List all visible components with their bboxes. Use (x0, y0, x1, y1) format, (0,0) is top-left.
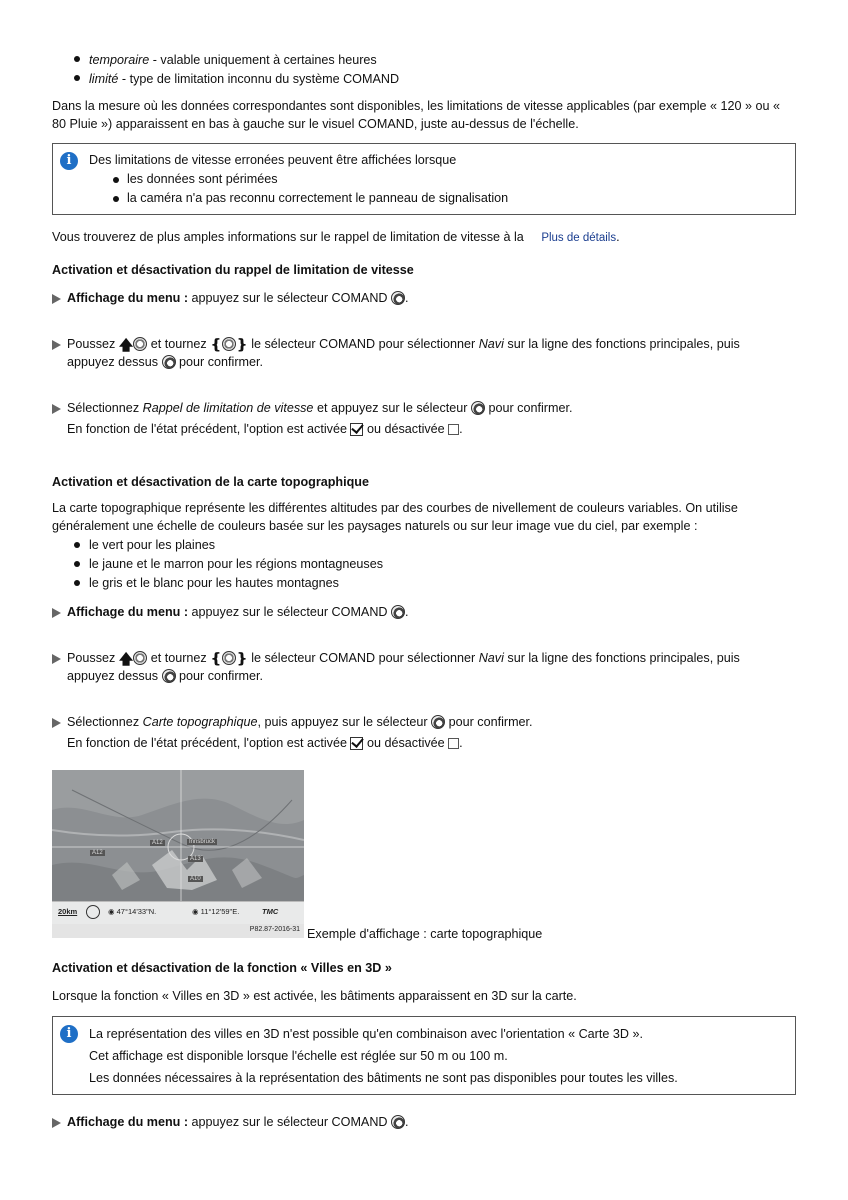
list-item: la caméra n'a pas reconnu correctement le panneau de signalisation (127, 191, 509, 205)
step-text: En fonction de l'état précédent, l'option est activée ou désactivée . (67, 736, 463, 750)
road-label: A12 (92, 850, 103, 856)
paragraph: généralement une échelle de couleurs basée sur les paysages naturels ou sur leur image vue du ciel, par exemple : (52, 519, 698, 533)
comand-knob-press-icon (391, 605, 405, 619)
list-item: le jaune et le marron pour les régions montagneuses (89, 557, 384, 571)
comand-knob-press-icon (431, 715, 445, 729)
more-info-text: Vous trouverez de plus amples informations sur le rappel de limitation de vitesse à la Plus de détails. (52, 230, 620, 244)
map-code-strip (52, 924, 304, 938)
latitude: ◉ 47°14'33"N. (108, 907, 157, 916)
comand-knob-press-icon (391, 291, 405, 305)
step-text: Affichage du menu : appuyez sur le sélecteur COMAND . (67, 1115, 409, 1129)
info-text: Des limitations de vitesse erronées peuvent être affichées lorsque (89, 153, 457, 167)
step-text: Affichage du menu : appuyez sur le sélecteur COMAND . (67, 605, 409, 619)
info-box (52, 143, 796, 215)
road-label: A13 (190, 856, 201, 862)
comand-knob-icon (222, 337, 236, 351)
checkbox-checked-icon (350, 423, 363, 436)
rotate-right-icon: ❵ (235, 650, 248, 666)
bullet-dot (74, 580, 80, 586)
step-text: Poussez 🡅 et tournez ❴ ❵ le sélecteur COMAND pour sélectionner Navi sur la ligne des fonctions principales, puis (67, 336, 740, 354)
topographic-map-image (52, 770, 304, 938)
list-item: le vert pour les plaines (89, 538, 216, 552)
map-scale: 20km (58, 907, 78, 916)
step-arrow-icon (52, 654, 61, 664)
step-text: Poussez 🡅 et tournez ❴ ❵ le sélecteur COMAND pour sélectionner Navi sur la ligne des fonctions principales, puis (67, 650, 740, 668)
figure-caption: Exemple d'affichage : carte topographique (307, 927, 543, 941)
info-icon: i (60, 1025, 78, 1043)
bullet-dot (113, 196, 119, 202)
comand-knob-press-icon (162, 355, 176, 369)
rotate-left-icon: ❴ (210, 336, 222, 352)
section-heading: Activation et désactivation du rappel de limitation de vitesse (52, 263, 414, 277)
bullet-dot (74, 75, 80, 81)
compass-icon (86, 905, 100, 919)
step-arrow-icon (52, 718, 61, 728)
comand-knob-icon (133, 651, 147, 665)
road-label: A12 (152, 840, 163, 846)
list-item: les données sont périmées (127, 172, 278, 186)
longitude: ◉ 11°12'59"E. (192, 907, 240, 916)
bullet-dot (74, 542, 80, 548)
comand-knob-press-icon (162, 669, 176, 683)
list-item: temporaire - valable uniquement à certaines heures (89, 53, 377, 67)
push-up-icon: 🡅 (118, 338, 134, 354)
bullet-dot (113, 177, 119, 183)
step-text: Affichage du menu : appuyez sur le sélecteur COMAND . (67, 291, 409, 305)
map-status-bar (52, 901, 304, 924)
checkbox-unchecked-icon (448, 738, 459, 749)
paragraph: 80 Pluie ») apparaissent en bas à gauche sur le visuel COMAND, juste au-dessus de l'échelle. (52, 117, 579, 131)
step-arrow-icon (52, 608, 61, 618)
step-arrow-icon (52, 1118, 61, 1128)
step-text: appuyez dessus pour confirmer. (67, 669, 264, 683)
paragraph: La carte topographique représente les différentes altitudes par des courbes de nivellement de couleurs variables. On utilise (52, 501, 738, 515)
step-arrow-icon (52, 404, 61, 414)
section-heading: Activation et désactivation de la carte topographique (52, 475, 370, 489)
comand-knob-press-icon (471, 401, 485, 415)
checkbox-checked-icon (350, 737, 363, 750)
step-arrow-icon (52, 294, 61, 304)
comand-knob-press-icon (391, 1115, 405, 1129)
step-text: appuyez dessus pour confirmer. (67, 355, 264, 369)
paragraph: Lorsque la fonction « Villes en 3D » est activée, les bâtiments apparaissent en 3D sur la carte. (52, 989, 577, 1003)
comand-knob-icon (133, 337, 147, 351)
push-up-icon: 🡅 (118, 652, 134, 668)
tmc-logo: TMC (262, 907, 279, 916)
info-text: Les données nécessaires à la représentation des bâtiments ne sont pas disponibles pour toutes les villes. (89, 1071, 678, 1085)
city-label: Innsbruck (189, 839, 216, 845)
bullet-dot (74, 561, 80, 567)
figure-code: P82.87-2016-31 (249, 926, 300, 933)
step-text: Sélectionnez Rappel de limitation de vitesse et appuyez sur le sélecteur pour confirmer. (67, 401, 573, 415)
section-heading: Activation et désactivation de la fonction « Villes en 3D » (52, 961, 392, 975)
checkbox-unchecked-icon (448, 424, 459, 435)
details-link[interactable]: Plus de détails (541, 232, 617, 244)
info-icon: i (60, 152, 78, 170)
rotate-left-icon: ❴ (210, 650, 222, 666)
step-arrow-icon (52, 340, 61, 350)
step-text: Sélectionnez Carte topographique, puis appuyez sur le sélecteur pour confirmer. (67, 715, 533, 729)
comand-knob-icon (222, 651, 236, 665)
info-text: La représentation des villes en 3D n'est possible qu'en combinaison avec l'orientation « Carte 3D ». (89, 1027, 643, 1041)
step-text: En fonction de l'état précédent, l'option est activée ou désactivée . (67, 422, 463, 436)
road-label: A10 (190, 876, 201, 882)
info-box (52, 1016, 796, 1095)
rotate-right-icon: ❵ (235, 336, 248, 352)
list-item: le gris et le blanc pour les hautes montagnes (89, 576, 339, 590)
info-text: Cet affichage est disponible lorsque l'échelle est réglée sur 50 m ou 100 m. (89, 1049, 508, 1063)
list-item: limité - type de limitation inconnu du système COMAND (89, 72, 400, 86)
paragraph: Dans la mesure où les données correspondantes sont disponibles, les limitations de vitesse applicables (par exemple « 120 » ou « (52, 99, 781, 113)
bullet-dot (74, 56, 80, 62)
